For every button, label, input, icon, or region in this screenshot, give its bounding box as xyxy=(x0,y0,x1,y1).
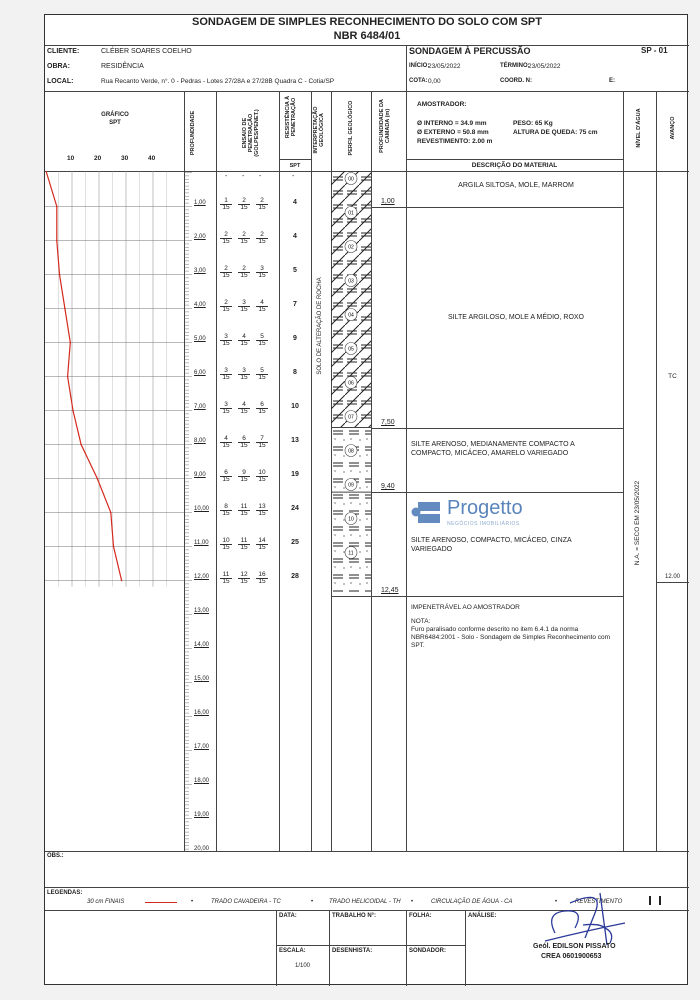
blow-count: $\frac{10}{15}$ xyxy=(220,538,232,551)
blow-count: $\frac{4}{15}$ xyxy=(238,402,250,415)
progetto-logo-icon xyxy=(411,499,443,527)
sample-marker xyxy=(345,377,357,389)
graph-title: GRÁFICO xyxy=(101,112,129,118)
initial-dash: - xyxy=(225,173,228,180)
casing: REVESTIMENTO: 2.00 m xyxy=(417,138,493,145)
analysis-label: ANÁLISE: xyxy=(468,913,497,919)
spt-value: 10 xyxy=(291,402,299,410)
blow-count: $\frac{9}{15}$ xyxy=(238,470,250,483)
depth-label: 4,00 xyxy=(194,301,206,308)
casing-symbol xyxy=(649,896,651,905)
water-level-note: N.A. = SECO EM 23/05/2022 xyxy=(634,480,641,565)
blow-count: $\frac{2}{15}$ xyxy=(256,198,268,211)
interpretation-header: INTERPRETAÇÃO GEOLÓGICA xyxy=(313,106,325,154)
blow-count: $\frac{3}{15}$ xyxy=(238,300,250,313)
resistance-header: RESISTÊNCIA À PENETRAÇÃO xyxy=(285,95,297,139)
spt-point xyxy=(64,308,66,310)
date-label: DATA: xyxy=(279,913,297,919)
sample-marker xyxy=(345,445,357,457)
spt-value: 28 xyxy=(291,572,299,580)
spt-value: 19 xyxy=(291,470,299,478)
scale-label: ESCALA: xyxy=(279,948,306,954)
spt-curve xyxy=(46,171,122,581)
sample-marker xyxy=(345,343,357,355)
description-header: DESCRIÇÃO DO MATERIAL xyxy=(471,162,558,169)
engineer-registration: CREA 0601900653 xyxy=(541,953,602,960)
spt-point xyxy=(97,478,99,480)
blow-count: $\frac{3}{15}$ xyxy=(220,368,232,381)
layer-depth-header: PROFUNDIDADE DA CAMADA (m) xyxy=(379,99,391,153)
client-value: CLÉBER SOARES COELHO xyxy=(101,48,192,55)
spt-subheader: SPT xyxy=(289,163,301,169)
spt-value: 7 xyxy=(293,300,297,308)
blow-count: $\frac{4}{15}$ xyxy=(220,436,232,449)
layer-description: SILTE ARENOSO, COMPACTO, MICÁCEO, CINZA VARIEGADO xyxy=(411,537,572,554)
scale-value: 1/100 xyxy=(295,963,311,969)
geological-interpretation: SOLO DE ALTERAÇÃO DE ROCHA xyxy=(317,276,323,375)
layer-depth: 7,50 xyxy=(381,418,395,426)
spt-point xyxy=(56,240,58,242)
spt-point xyxy=(67,376,69,378)
blow-count: $\frac{2}{15}$ xyxy=(238,232,250,245)
layer-depth: 9,40 xyxy=(381,483,395,491)
start-date: 23/05/2022 xyxy=(428,63,461,70)
observations-label: OBS.: xyxy=(47,853,64,859)
spt-value: 24 xyxy=(291,504,299,512)
blow-count: $\frac{4}{15}$ xyxy=(238,334,250,347)
elevation-value: 0,00 xyxy=(428,78,441,85)
end-label: TÉRMINO: xyxy=(500,63,530,69)
location-value: Rua Recanto Verde, n°. 0 - Pedras - Lotes 27/28A e 27/28B Quadra C - Cotia/SP xyxy=(101,78,335,85)
svg-text:07: 07 xyxy=(348,414,354,421)
blow-count: $\frac{2}{15}$ xyxy=(220,232,232,245)
axis-tick-label: 20 xyxy=(94,155,102,162)
depth-label: 2,00 xyxy=(194,233,206,240)
depth-label: 13,00 xyxy=(194,607,210,614)
blow-count: $\frac{16}{15}$ xyxy=(256,572,268,585)
note-text: Furo paralisado conforme descrito no item 6.4.1 da norma NBR6484:2001 - Solo - Sondagem de Simples Reconhecimento com SPT. xyxy=(411,625,611,649)
location-label: LOCAL: xyxy=(47,78,74,85)
sample-marker xyxy=(345,547,357,559)
water-level-header: NÍVEL D'ÁGUA xyxy=(636,108,642,148)
document-title: SONDAGEM DE SIMPLES RECONHECIMENTO DO SOLO COM SPT xyxy=(192,16,542,28)
client-label: CLIENTE: xyxy=(47,48,80,55)
spt-value: 13 xyxy=(291,436,299,444)
depth-ruler xyxy=(184,171,192,851)
blow-count: $\frac{3}{15}$ xyxy=(220,334,232,347)
sample-marker xyxy=(345,513,357,525)
sample-marker xyxy=(345,309,357,321)
svg-text:01: 01 xyxy=(348,210,354,217)
svg-text:02: 02 xyxy=(348,244,354,251)
drop-height: ALTURA DE QUEDA: 75 cm xyxy=(513,129,598,136)
legend-final-30cm: 30 cm FINAIS xyxy=(87,899,125,905)
initial-dash: - xyxy=(292,173,295,180)
legend-bullet: • xyxy=(191,899,194,905)
elevation-label: COTA: xyxy=(409,78,428,84)
legend-ca: CIRCULAÇÃO DE ÁGUA - CA xyxy=(431,899,513,905)
blow-count: $\frac{2}{15}$ xyxy=(238,198,250,211)
legend-bullet: • xyxy=(555,899,558,905)
spt-value: 4 xyxy=(293,232,297,240)
depth-label: 3,00 xyxy=(194,267,206,274)
sample-marker xyxy=(345,207,357,219)
work-value: RESIDÊNCIA xyxy=(101,63,144,70)
spt-point xyxy=(121,580,123,582)
spt-boring-log-sheet xyxy=(44,14,688,985)
legend-bullet: • xyxy=(311,899,314,905)
legend-th: TRADO HELICOIDAL - TH xyxy=(329,899,401,905)
impenetrable-note: IMPENETRÁVEL AO AMOSTRADOR xyxy=(411,603,520,611)
sample-marker xyxy=(345,173,357,185)
blow-count: $\frac{2}{15}$ xyxy=(256,232,268,245)
spt-point xyxy=(72,410,74,412)
initial-dash: - xyxy=(259,173,262,180)
svg-text:05: 05 xyxy=(348,346,354,353)
blow-count: $\frac{6}{15}$ xyxy=(256,402,268,415)
depth-label: 10,00 xyxy=(194,505,210,512)
watermark-brand: Progetto xyxy=(447,497,523,519)
layer-description: ARGILA SILTOSA, MOLE, MARROM xyxy=(458,181,574,189)
work-label: OBRA: xyxy=(47,63,70,70)
spt-value: 4 xyxy=(293,198,297,206)
blow-count: $\frac{2}{15}$ xyxy=(220,300,232,313)
axis-tick-label: 30 xyxy=(121,155,129,162)
legend-bullet: • xyxy=(411,899,414,905)
watermark-tagline: NEGÓCIOS IMOBILIÁRIOS xyxy=(447,521,520,527)
blow-count: $\frac{14}{15}$ xyxy=(256,538,268,551)
engineer-name: Geól. EDILSON PISSATO xyxy=(533,943,616,950)
graph-subtitle: SPT xyxy=(109,120,121,126)
svg-text:06: 06 xyxy=(348,380,354,387)
depth-label: 1,00 xyxy=(194,199,206,206)
blow-count: $\frac{7}{15}$ xyxy=(256,436,268,449)
spt-value: 5 xyxy=(293,266,297,274)
layer-depth: 12,45 xyxy=(381,586,399,594)
coord-n-label: COORD. N: xyxy=(500,78,532,84)
advance-end-depth: 12.00 xyxy=(664,573,680,580)
blow-count: $\frac{4}{15}$ xyxy=(256,300,268,313)
depth-label: 19,00 xyxy=(194,811,210,818)
outer-diameter: Ø EXTERNO = 50.8 mm xyxy=(417,129,489,136)
blow-count: $\frac{11}{15}$ xyxy=(238,504,250,517)
blow-count: $\frac{3}{15}$ xyxy=(256,266,268,279)
axis-tick-label: 10 xyxy=(67,155,75,162)
svg-text:10: 10 xyxy=(348,516,354,523)
depth-label: 17,00 xyxy=(194,743,210,750)
legend-label: LEGENDAS: xyxy=(47,890,83,896)
depth-header: PROFUNDIDADE xyxy=(190,110,196,156)
depth-label: 20,00 xyxy=(194,845,210,852)
boring-type: SONDAGEM À PERCUSSÃO xyxy=(409,46,531,56)
sample-marker xyxy=(345,275,357,287)
depth-label: 11,00 xyxy=(194,539,209,546)
initial-dash: - xyxy=(242,173,245,180)
blow-count: $\frac{2}{15}$ xyxy=(220,266,232,279)
end-date: 23/05/2022 xyxy=(528,63,561,70)
svg-text:09: 09 xyxy=(348,482,354,489)
layer-description: SILTE ARGILOSO, MOLE A MÉDIO, ROXO xyxy=(447,314,585,321)
layer-depth: 1,00 xyxy=(381,197,395,205)
spt-value: 25 xyxy=(291,538,299,546)
layer-description: SILTE ARENOSO, MEDIANAMENTE COMPACTO A COMPACTO, MICÁCEO, AMARELO VARIEGADO xyxy=(411,440,575,457)
legend-casing: REVESTIMENTO xyxy=(575,899,623,905)
coord-e-label: E: xyxy=(609,78,615,84)
start-label: INÍCIO: xyxy=(409,63,430,69)
watermark-logo xyxy=(411,499,443,532)
depth-label: 14,00 xyxy=(194,641,210,648)
spt-point xyxy=(110,512,112,514)
advance-method: TC xyxy=(668,372,677,380)
sheet-label: FOLHA: xyxy=(409,913,432,919)
blow-count: $\frac{11}{15}$ xyxy=(220,572,232,585)
svg-text:08: 08 xyxy=(348,448,354,455)
boring-id: SP - 01 xyxy=(641,46,668,55)
inner-diameter: Ø INTERNO = 34.9 mm xyxy=(417,120,487,127)
svg-text:11: 11 xyxy=(348,550,354,557)
depth-label: 12,00 xyxy=(194,573,210,580)
sample-marker xyxy=(345,479,357,491)
advance-header: AVANÇO xyxy=(670,116,676,140)
spt-point xyxy=(80,444,82,446)
spt-point xyxy=(113,546,115,548)
geological-profile xyxy=(331,171,371,592)
blow-count: $\frac{1}{15}$ xyxy=(220,198,232,211)
spt-value: 8 xyxy=(293,368,297,376)
sampler-label: AMOSTRADOR: xyxy=(417,101,467,108)
blow-count: $\frac{10}{15}$ xyxy=(256,470,268,483)
note-label: NOTA: xyxy=(411,617,431,625)
driller-label: SONDADOR: xyxy=(409,948,446,954)
svg-text:03: 03 xyxy=(348,278,354,285)
spt-value: 9 xyxy=(293,334,297,342)
spt-graph xyxy=(45,171,184,851)
depth-label: 5,00 xyxy=(194,335,206,342)
blow-count: $\frac{3}{15}$ xyxy=(238,368,250,381)
hammer-weight: PESO: 65 Kg xyxy=(513,120,553,127)
sample-marker xyxy=(345,411,357,423)
blow-count: $\frac{5}{15}$ xyxy=(256,334,268,347)
blow-count: $\frac{11}{15}$ xyxy=(238,538,250,551)
blow-count: $\frac{13}{15}$ xyxy=(256,504,268,517)
depth-label: 15,00 xyxy=(194,675,210,682)
depth-label: 8,00 xyxy=(194,437,206,444)
casing-symbol xyxy=(659,896,661,905)
blow-count: $\frac{5}{15}$ xyxy=(256,368,268,381)
depth-label: 18,00 xyxy=(194,777,210,784)
drafter-label: DESENHISTA: xyxy=(332,948,373,954)
svg-text:04: 04 xyxy=(348,312,354,319)
depth-label: 16,00 xyxy=(194,709,210,716)
legend-red-line xyxy=(145,902,177,903)
depth-label: 9,00 xyxy=(194,471,206,478)
sample-marker xyxy=(345,241,357,253)
depth-label: 7,00 xyxy=(194,403,206,410)
blow-count: $\frac{12}{15}$ xyxy=(238,572,250,585)
spt-point xyxy=(70,342,72,344)
blow-count: $\frac{3}{15}$ xyxy=(220,402,232,415)
depth-label: 6,00 xyxy=(194,369,206,376)
blow-count: $\frac{2}{15}$ xyxy=(238,266,250,279)
spt-point xyxy=(56,206,58,208)
document-subtitle: NBR 6484/01 xyxy=(333,30,401,42)
spt-point xyxy=(59,274,61,276)
job-number-label: TRABALHO N°: xyxy=(332,913,377,919)
blow-count: $\frac{8}{15}$ xyxy=(220,504,232,517)
svg-text:00: 00 xyxy=(348,176,354,183)
axis-tick-label: 40 xyxy=(148,155,156,162)
penetration-test-header: ENSAIO DE PENETRAÇÃO (GOLPES/PENET.) xyxy=(242,109,260,157)
legend-tc: TRADO CAVADEIRA - TC xyxy=(211,899,281,905)
blow-count: $\frac{6}{15}$ xyxy=(238,436,250,449)
blow-count: $\frac{6}{15}$ xyxy=(220,470,232,483)
profile-header: PERFIL GEOLÓGICO xyxy=(348,100,354,156)
